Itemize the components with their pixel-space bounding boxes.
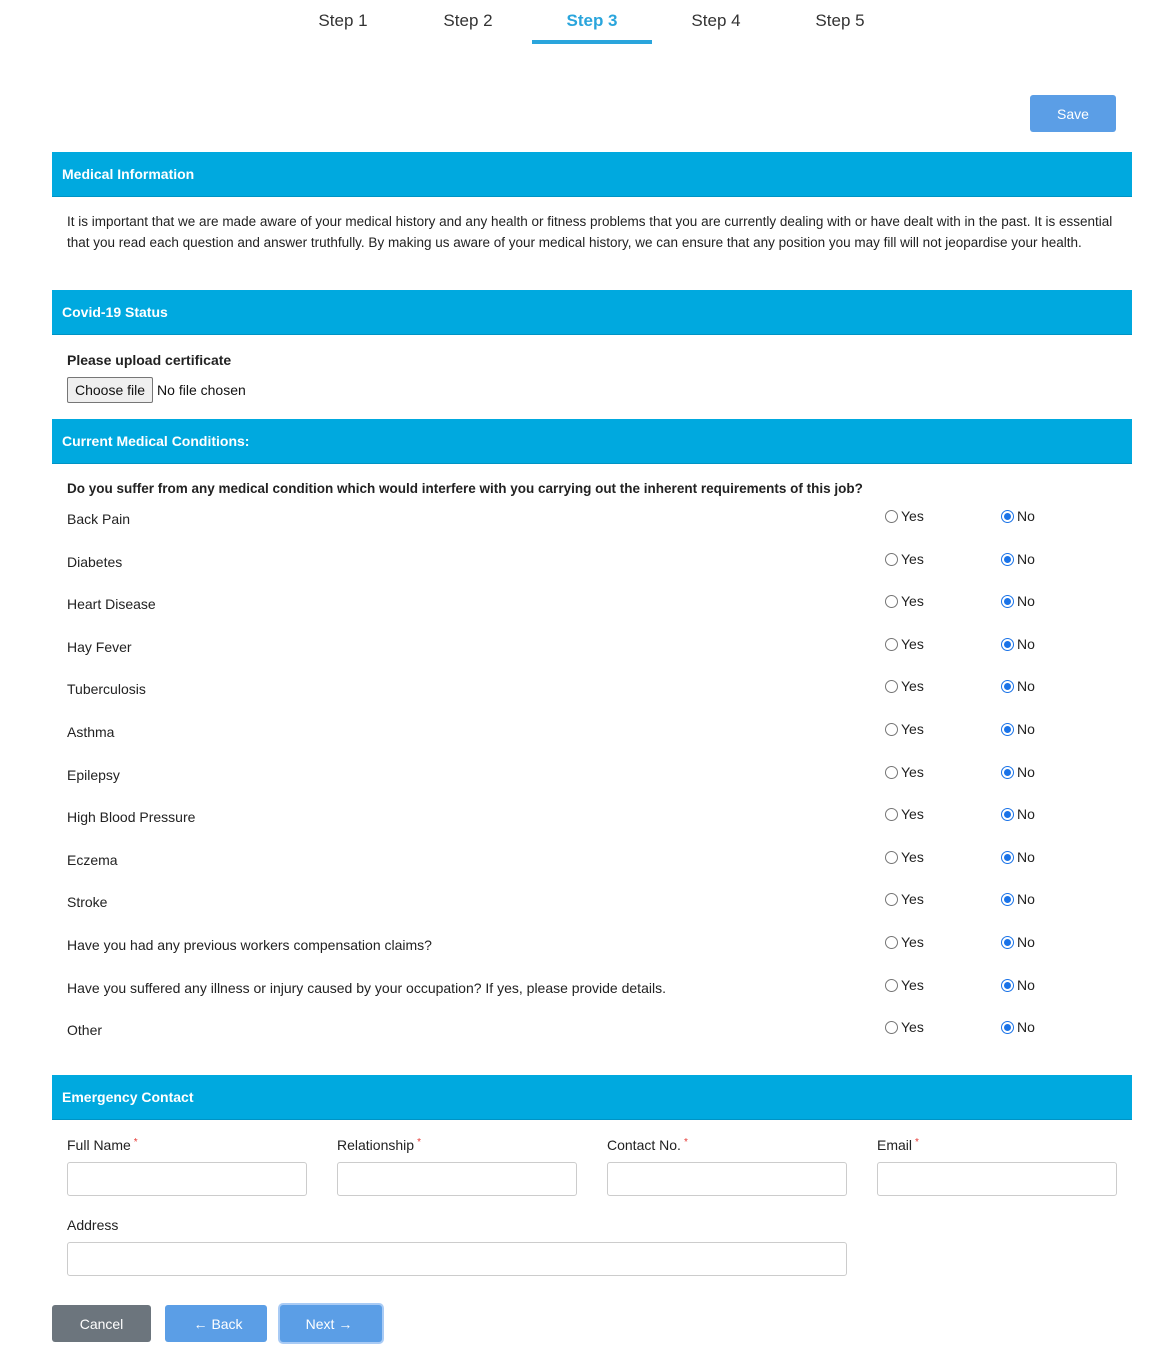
yes-radio[interactable] [885, 553, 898, 566]
no-radio[interactable] [1001, 553, 1014, 566]
contact-no-input[interactable] [607, 1162, 847, 1196]
condition-row [67, 1019, 1117, 1043]
yes-label: Yes [901, 806, 924, 822]
yes-radio[interactable] [885, 936, 898, 949]
save-button[interactable]: Save [1030, 95, 1116, 132]
yes-radio[interactable] [885, 510, 898, 523]
condition-label: Back Pain [67, 511, 131, 527]
cancel-button[interactable] [52, 1305, 151, 1342]
yes-option[interactable] [885, 636, 924, 652]
back-button[interactable] [165, 1305, 267, 1342]
no-option[interactable] [1001, 508, 1035, 524]
condition-label: High Blood Pressure [67, 809, 196, 825]
medical-information-header: Medical Information [52, 152, 1132, 197]
no-option[interactable] [1001, 636, 1035, 652]
arrow-right-icon: → [338, 1315, 353, 1332]
condition-label: Have you had any previous workers compensation claims? [67, 937, 432, 953]
yes-option[interactable] [885, 764, 924, 780]
yes-label: Yes [901, 721, 924, 737]
condition-row [67, 721, 1117, 745]
no-option[interactable] [1001, 1019, 1035, 1035]
covid-status-header: Covid-19 Status [52, 290, 1132, 335]
no-label: No [1017, 593, 1035, 609]
yes-option[interactable] [885, 508, 924, 524]
no-option[interactable] [1001, 891, 1035, 907]
step-nav [0, 0, 1168, 50]
yes-option[interactable] [885, 678, 924, 694]
no-label: No [1017, 508, 1035, 524]
full-name-input[interactable] [67, 1162, 307, 1196]
condition-label: Hay Fever [67, 639, 132, 655]
no-option[interactable] [1001, 764, 1035, 780]
no-label: No [1017, 678, 1035, 694]
no-label: No [1017, 977, 1035, 993]
yes-option[interactable] [885, 551, 924, 567]
condition-row [67, 849, 1117, 873]
yes-option[interactable] [885, 849, 924, 865]
no-option[interactable] [1001, 806, 1035, 822]
yes-label: Yes [901, 678, 924, 694]
no-option[interactable] [1001, 977, 1035, 993]
no-label: No [1017, 764, 1035, 780]
conditions-question: Do you suffer from any medical condition which would interfere with you carrying out the inherent requirements of this job? [67, 481, 863, 496]
email-label: Email * [877, 1137, 919, 1153]
no-option[interactable] [1001, 593, 1035, 609]
no-option[interactable] [1001, 849, 1035, 865]
address-label: Address [67, 1217, 119, 1233]
upload-certificate-label: Please upload certificate [67, 352, 232, 368]
condition-row [67, 551, 1117, 575]
condition-label: Asthma [67, 724, 115, 740]
yes-radio[interactable] [885, 595, 898, 608]
yes-radio[interactable] [885, 680, 898, 693]
condition-label: Other [67, 1022, 103, 1038]
no-label: No [1017, 721, 1035, 737]
condition-row [67, 508, 1117, 532]
yes-label: Yes [901, 593, 924, 609]
condition-row [67, 764, 1117, 788]
no-label: No [1017, 934, 1035, 950]
no-radio[interactable] [1001, 766, 1014, 779]
condition-label: Stroke [67, 894, 108, 910]
relationship-input[interactable] [337, 1162, 577, 1196]
yes-label: Yes [901, 934, 924, 950]
next-button[interactable] [280, 1305, 382, 1342]
medical-conditions-header: Current Medical Conditions: [52, 419, 1132, 464]
step-5-tab[interactable]: Step 5 [815, 11, 865, 30]
no-option[interactable] [1001, 678, 1035, 694]
yes-label: Yes [901, 764, 924, 780]
email-input[interactable] [877, 1162, 1117, 1196]
step-3-tab[interactable]: Step 3 [566, 11, 618, 30]
required-asterisk: * [417, 1137, 421, 1148]
arrow-left-icon: ← [193, 1315, 208, 1332]
yes-label: Yes [901, 891, 924, 907]
no-radio[interactable] [1001, 510, 1014, 523]
condition-row [67, 891, 1117, 915]
yes-label: Yes [901, 1019, 924, 1035]
yes-label: Yes [901, 849, 924, 865]
no-radio[interactable] [1001, 595, 1014, 608]
yes-option[interactable] [885, 934, 924, 950]
file-status: No file chosen [157, 382, 246, 398]
next-label: Next [305, 1315, 335, 1332]
back-label: Back [211, 1315, 243, 1332]
yes-label: Yes [901, 636, 924, 652]
no-label: No [1017, 806, 1035, 822]
condition-row [67, 678, 1117, 702]
condition-row [67, 934, 1117, 958]
required-asterisk: * [133, 1137, 138, 1148]
yes-option[interactable] [885, 1019, 924, 1035]
yes-label: Yes [901, 551, 924, 567]
yes-radio[interactable] [885, 766, 898, 779]
step-4-tab[interactable]: Step 4 [691, 11, 741, 30]
required-asterisk: * [915, 1137, 919, 1148]
yes-option[interactable] [885, 806, 924, 822]
no-label: No [1017, 636, 1035, 652]
emergency-contact-header: Emergency Contact [52, 1075, 1132, 1120]
active-step-indicator [532, 40, 652, 44]
yes-radio[interactable] [885, 808, 898, 821]
condition-label: Tuberculosis [67, 681, 146, 697]
no-radio[interactable] [1001, 979, 1014, 992]
no-option[interactable] [1001, 551, 1035, 567]
yes-label: Yes [901, 508, 924, 524]
required-asterisk: * [683, 1137, 688, 1148]
yes-radio[interactable] [885, 638, 898, 651]
yes-radio[interactable] [885, 1021, 898, 1034]
yes-radio[interactable] [885, 893, 898, 906]
intro-text: It is important that we are made aware of your medical history and any health or fitness problems that you are currently dealing with or have dealt with in the past. It is essential that you read each question and answer truthfully. By making us aware of your medical history, we can ensure that any position you may fill will not jeopardise your health. [67, 214, 1113, 250]
no-radio[interactable] [1001, 723, 1014, 736]
full-name-label: Full Name * [67, 1137, 138, 1153]
yes-radio[interactable] [885, 979, 898, 992]
step-1-tab[interactable]: Step 1 [318, 11, 368, 30]
cancel-label: Cancel [79, 1315, 124, 1332]
condition-label: Epilepsy [67, 767, 120, 783]
no-radio[interactable] [1001, 893, 1014, 906]
condition-label: Heart Disease [67, 596, 156, 612]
yes-radio[interactable] [885, 851, 898, 864]
no-radio[interactable] [1001, 680, 1014, 693]
no-radio[interactable] [1001, 1021, 1014, 1034]
condition-label: Have you suffered any illness or injury caused by your occupation? If yes, please provide details. [67, 980, 666, 996]
yes-option[interactable] [885, 721, 924, 737]
relationship-label: Relationship * [337, 1137, 421, 1153]
yes-option[interactable] [885, 977, 924, 993]
contact-no-label: Contact No. * [607, 1137, 688, 1153]
condition-row [67, 977, 1117, 1001]
no-label: No [1017, 551, 1035, 567]
condition-label: Diabetes [67, 554, 123, 570]
no-radio[interactable] [1001, 638, 1014, 651]
no-radio[interactable] [1001, 851, 1014, 864]
step-2-tab[interactable]: Step 2 [443, 11, 493, 30]
yes-option[interactable] [885, 593, 924, 609]
choose-file-button[interactable]: Choose file [67, 377, 153, 403]
condition-row [67, 636, 1117, 660]
yes-option[interactable] [885, 891, 924, 907]
no-label: No [1017, 849, 1035, 865]
no-option[interactable] [1001, 721, 1035, 737]
no-option[interactable] [1001, 934, 1035, 950]
condition-row [67, 593, 1117, 617]
no-radio[interactable] [1001, 808, 1014, 821]
yes-radio[interactable] [885, 723, 898, 736]
no-radio[interactable] [1001, 936, 1014, 949]
condition-label: Eczema [67, 852, 118, 868]
yes-label: Yes [901, 977, 924, 993]
file-upload [67, 377, 246, 403]
no-label: No [1017, 891, 1035, 907]
no-label: No [1017, 1019, 1035, 1035]
condition-row [67, 806, 1117, 830]
address-input[interactable] [67, 1242, 847, 1276]
